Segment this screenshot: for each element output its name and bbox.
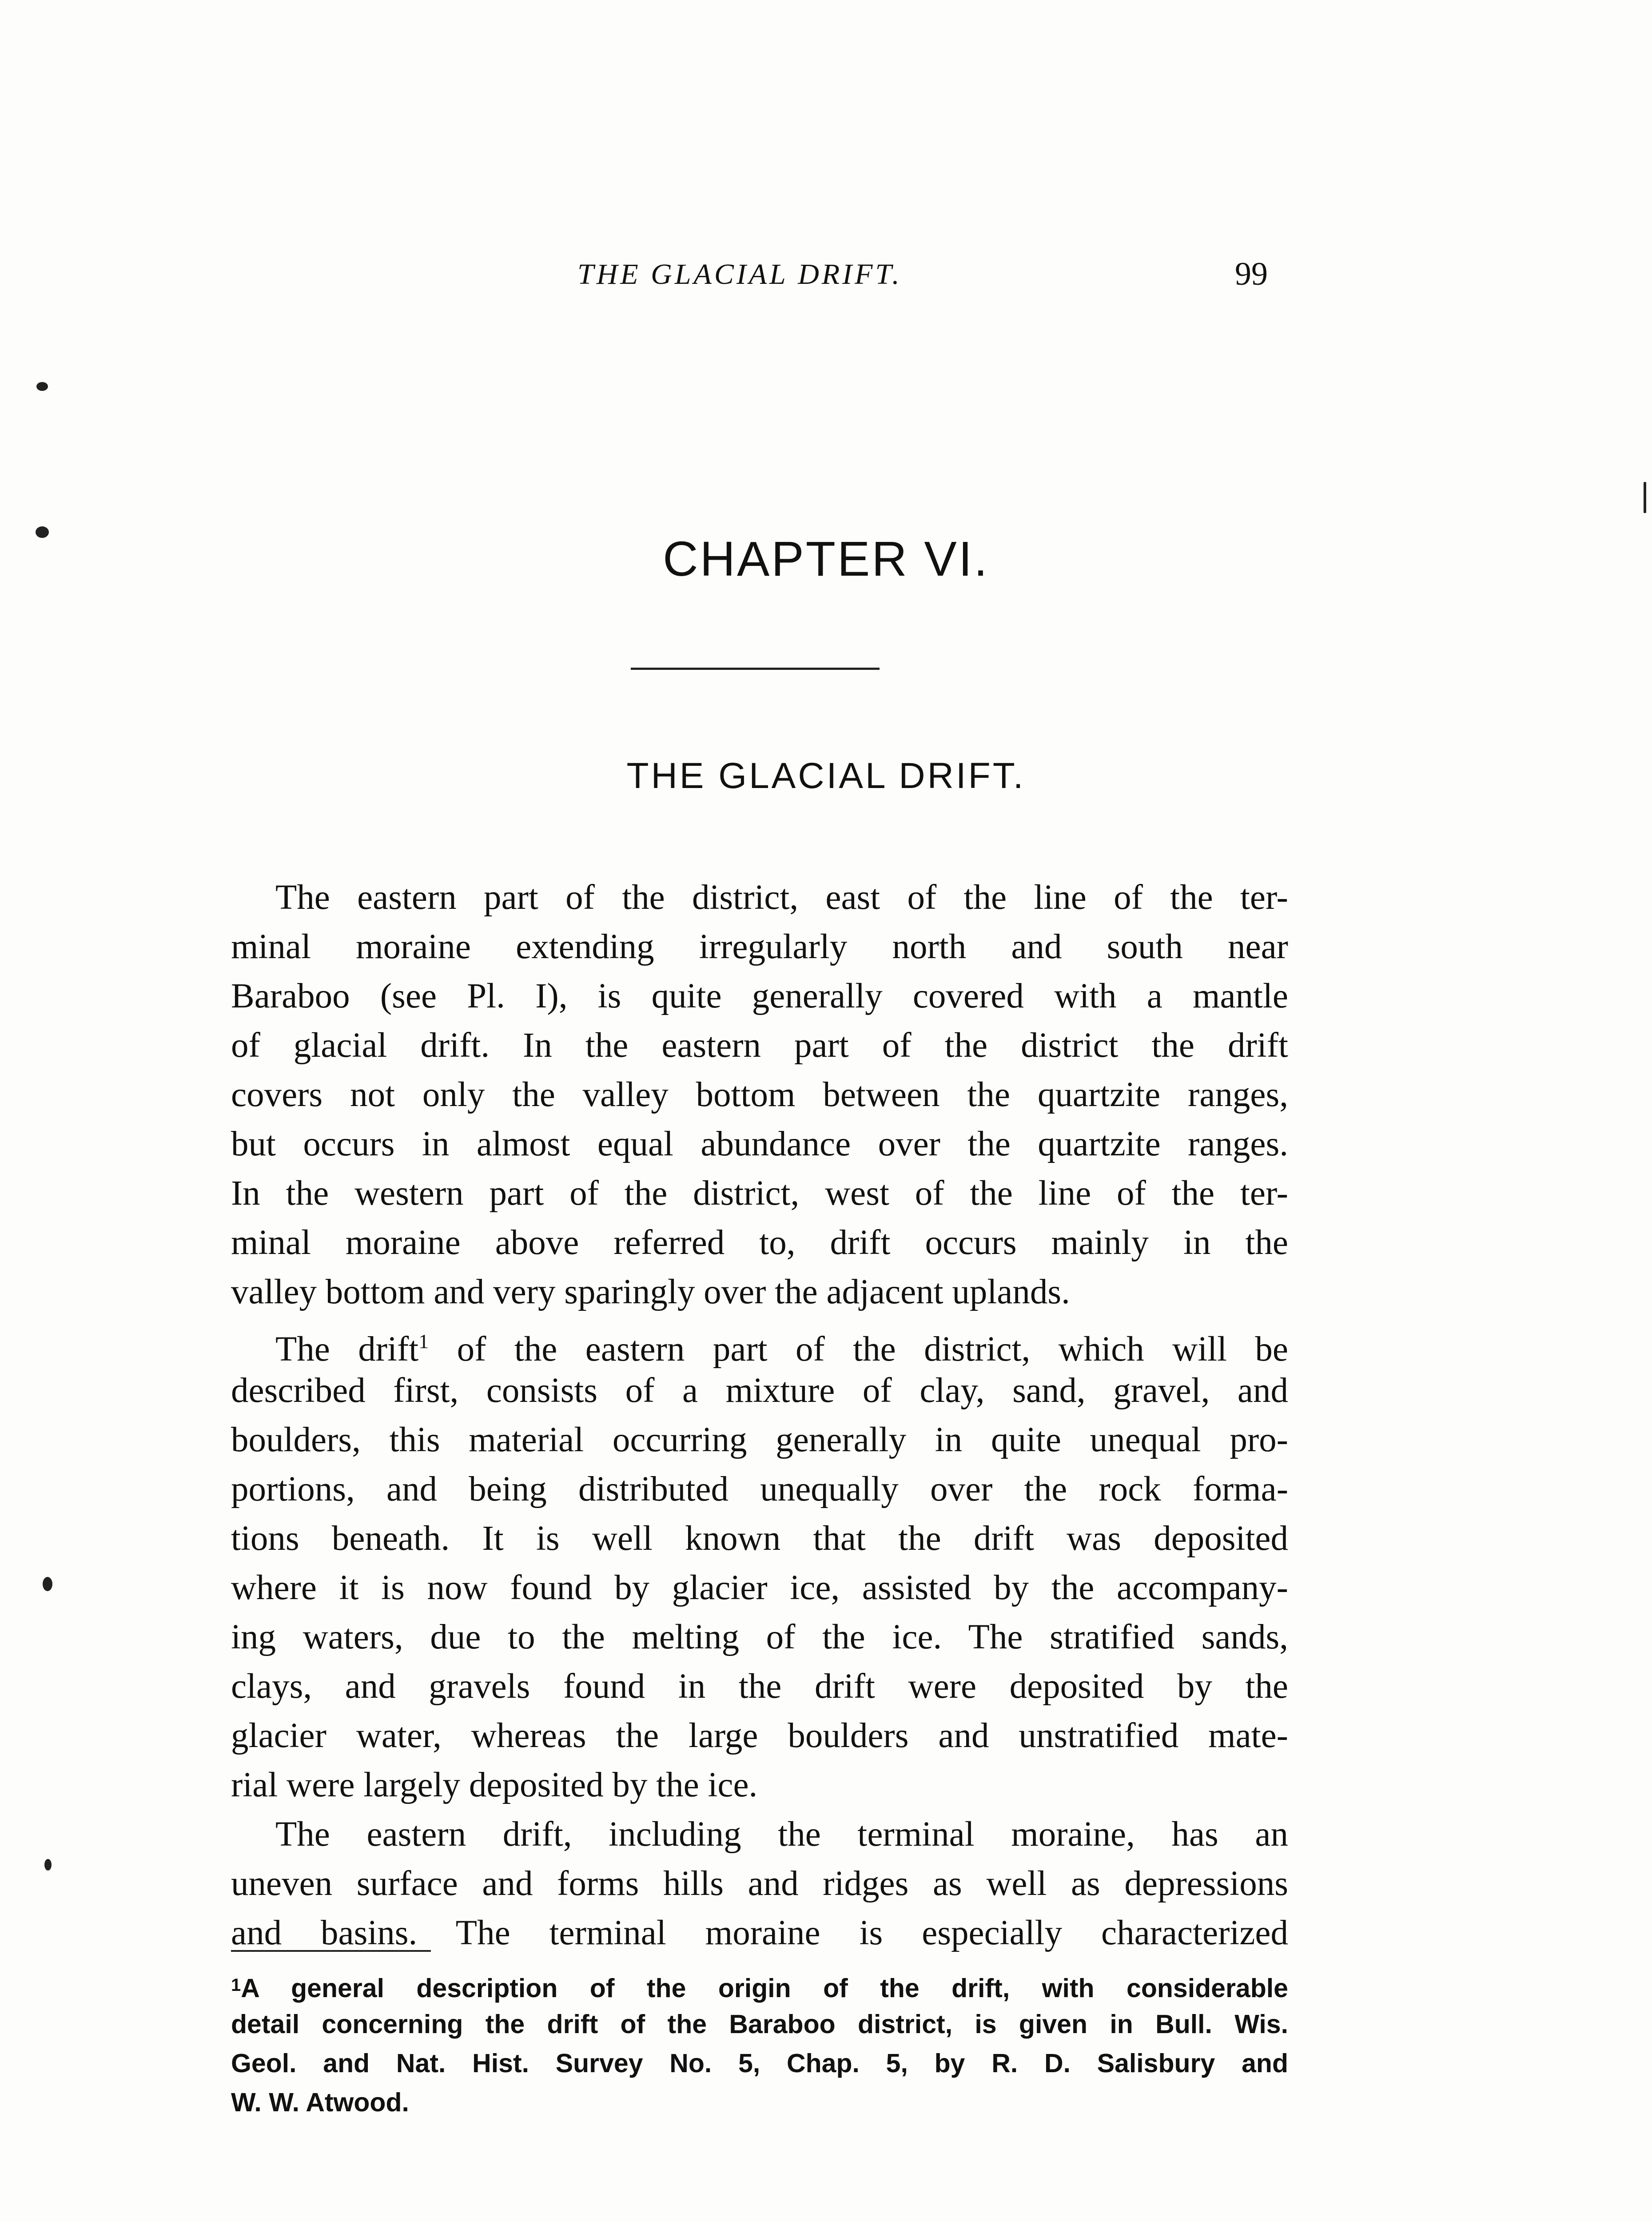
- paragraph-line: [231, 1317, 1288, 1369]
- paragraph-line: glacier water, whereas the large boulders and unstratified mate-: [231, 1716, 1288, 1755]
- paragraph-line: covers not only the valley bottom between the quartzite ranges,: [231, 1075, 1288, 1114]
- paragraph-line: uneven surface and forms hills and ridges as well as depressions: [231, 1864, 1288, 1903]
- paragraph-line: Baraboo (see Pl. I), is quite generally covered with a mantle: [231, 977, 1288, 1015]
- paragraph-line: The eastern drift, including the terminal moraine, has an: [275, 1815, 1288, 1854]
- chapter-heading: CHAPTER VI.: [663, 532, 989, 586]
- page-number: 99: [1235, 256, 1268, 292]
- footnote-reference: 1: [418, 1330, 429, 1353]
- footnote-line: [231, 1966, 1288, 2005]
- paragraph-line: clays, and gravels found in the drift were deposited by the: [231, 1667, 1288, 1706]
- paragraph-line: and basins. The terminal moraine is especially characterized: [231, 1914, 1288, 1952]
- scan-speck: [36, 382, 48, 391]
- scan-speck: [43, 1577, 52, 1591]
- paragraph-line: minal moraine above referred to, drift occurs mainly in the: [231, 1223, 1288, 1262]
- paragraph-line: tions beneath. It is well known that the drift was deposited: [231, 1519, 1288, 1558]
- paragraph-line: boulders, this material occurring generally in quite unequal pro-: [231, 1421, 1288, 1459]
- paragraph-line: minal moraine extending irregularly north and south near: [231, 927, 1288, 966]
- scan-speck: [36, 526, 49, 538]
- footnote-line: W. W. Atwood.: [231, 2088, 409, 2117]
- footnote-marker: 1: [231, 1975, 241, 1995]
- scan-speck: [44, 1859, 52, 1871]
- paragraph-line-rest: of the eastern part of the district, which will be: [429, 1330, 1288, 1369]
- footnote-line-text: A general description of the origin of the drift, with considerable: [241, 1974, 1288, 2003]
- paragraph-line-start: The drift: [275, 1330, 419, 1369]
- scan-speck: [1644, 482, 1646, 513]
- footnote-line: Geol. and Nat. Hist. Survey No. 5, Chap. 5, by R. D. Salisbury and: [231, 2049, 1288, 2078]
- footnote-rule: [231, 1950, 431, 1952]
- body-text: [231, 873, 1288, 1958]
- section-title: THE GLACIAL DRIFT.: [626, 756, 1026, 796]
- paragraph-line: ing waters, due to the melting of the ice. The stratified sands,: [231, 1618, 1288, 1656]
- paragraph-line: rial were largely deposited by the ice.: [231, 1766, 758, 1804]
- ornament-rule: [631, 668, 880, 670]
- paragraph-line: In the western part of the district, west of the line of the ter-: [231, 1174, 1288, 1213]
- paragraph-line: valley bottom and very sparingly over the adjacent uplands.: [231, 1273, 1070, 1311]
- paragraph-line: described first, consists of a mixture of clay, sand, gravel, and: [231, 1371, 1288, 1410]
- paragraph-line: The eastern part of the district, east of the line of the ter-: [275, 878, 1288, 917]
- footnote: [231, 1966, 1288, 2122]
- paragraph-line: portions, and being distributed unequally over the rock forma-: [231, 1470, 1288, 1509]
- paragraph-line: where it is now found by glacier ice, assisted by the accompany-: [231, 1568, 1288, 1607]
- running-head: THE GLACIAL DRIFT.: [577, 258, 902, 291]
- footnote-line: detail concerning the drift of the Baraboo district, is given in Bull. Wis.: [231, 2010, 1288, 2039]
- paragraph-line: but occurs in almost equal abundance over the quartzite ranges.: [231, 1125, 1288, 1163]
- paragraph-line: of glacial drift. In the eastern part of the district the drift: [231, 1026, 1288, 1065]
